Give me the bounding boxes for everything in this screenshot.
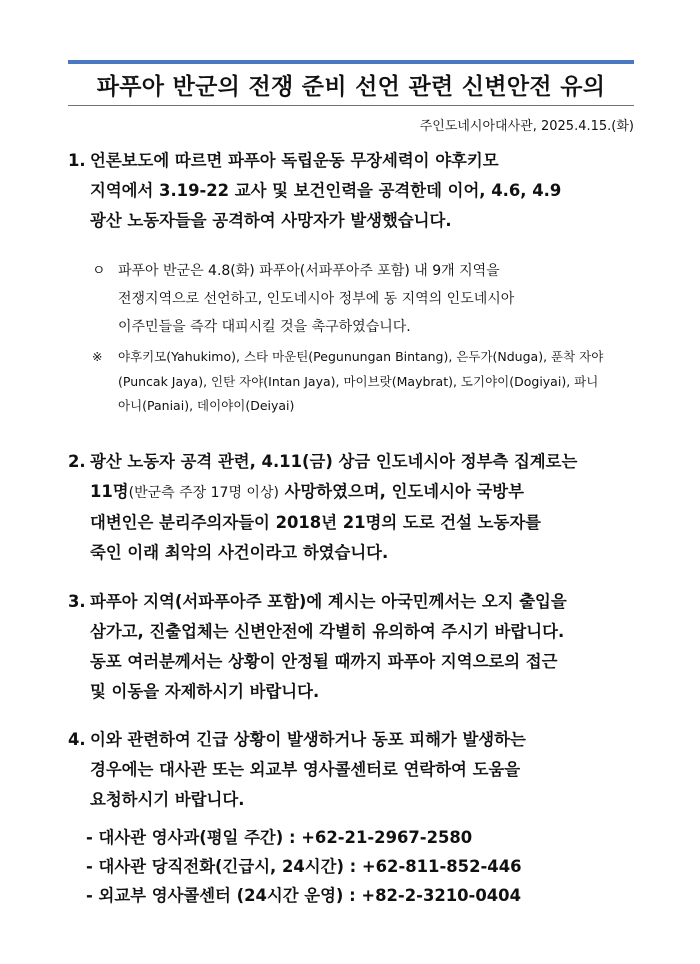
issuer-date: 주인도네시아대사관, 2025.4.15.(화)	[419, 119, 634, 134]
section-1-note	[92, 345, 652, 419]
section-1-sub-bullet	[92, 257, 642, 341]
section-1	[68, 146, 643, 236]
section-1-number: 1.	[68, 151, 86, 170]
section-2-line-2-note: (반군측 주장 17명 이상)	[128, 485, 279, 501]
section-4-line-3: 요청하시기 바랍니다.	[90, 790, 245, 809]
section-2-line-3: 대변인은 분리주의자들이 2018년 21명의 도로 건설 노동자를	[90, 513, 541, 532]
section-1-line-1: 언론보도에 따르면 파푸아 독립운동 무장세력이 야후키모	[90, 151, 499, 170]
section-4-number: 4.	[68, 730, 86, 749]
section-3-line-1: 파푸아 지역(서파푸아주 포함)에 계시는 아국민께서는 오지 출입을	[90, 592, 567, 611]
sub-line-3: 이주민들을 즉각 대피시킬 것을 촉구하였습니다.	[118, 319, 411, 335]
section-4-line-1: 이와 관련하여 긴급 상황이 발생하거나 동포 피해가 발생하는	[90, 730, 526, 749]
contact-consular-section: - 대사관 영사과(평일 주간) : +62-21-2967-2580	[86, 828, 473, 847]
section-3	[68, 587, 643, 707]
section-3-number: 3.	[68, 592, 86, 611]
section-2-line-4: 죽인 이래 최악의 사건이라고 하였습니다.	[90, 543, 389, 562]
page-title: 파푸아 반군의 전쟁 준비 선언 관련 신변안전 유의	[96, 74, 606, 100]
section-1-line-3: 광산 노동자들을 공격하여 사망자가 발생했습니다.	[90, 211, 452, 230]
section-1-line-2: 지역에서 3.19-22 교사 및 보건인력을 공격한데 이어, 4.6, 4.9	[90, 181, 562, 200]
section-2-line-2-end: 사망하였으며, 인도네시아 국방부	[278, 482, 524, 501]
section-2-number: 2.	[68, 452, 86, 471]
title-box	[68, 60, 634, 106]
sub-line-1: 파푸아 반군은 4.8(화) 파푸아(서파푸아주 포함) 내 9개 지역을	[118, 263, 500, 279]
section-2	[68, 447, 643, 568]
contact-duty-phone: - 대사관 당직전화(긴급시, 24시간) : +62-811-852-446	[86, 857, 522, 876]
section-3-line-4: 및 이동을 자제하시기 바랍니다.	[90, 682, 320, 701]
circle-bullet-icon: ㅇ	[92, 263, 106, 279]
section-4-line-2: 경우에는 대사관 또는 외교부 영사콜센터로 연락하여 도움을	[90, 760, 521, 779]
contact-call-center: - 외교부 영사콜센터 (24시간 운영) : +82-2-3210-0404	[86, 886, 521, 905]
contact-list	[86, 823, 522, 910]
section-2-line-1: 광산 노동자 공격 관련, 4.11(금) 상금 인도네시아 정부측 집계로는	[90, 452, 578, 471]
sub-line-2: 전쟁지역으로 선언하고, 인도네시아 정부에 동 지역의 인도네시아	[118, 291, 515, 307]
note-line-2: (Puncak Jaya), 인탄 자야(Intan Jaya), 마이브랏(Maybrat), 도기야이(Dogiyai), 파니	[118, 373, 599, 389]
note-line-3: 아니(Paniai), 데이야이(Deiyai)	[118, 398, 295, 413]
reference-mark-icon: ※	[92, 349, 103, 364]
note-line-1: 야후키모(Yahukimo), 스타 마운틴(Pegunungan Bintang), 은두가(Nduga), 푼착 자야	[118, 349, 604, 364]
section-4	[68, 725, 643, 815]
section-3-line-2: 삼가고, 진출업체는 신변안전에 각별히 유의하여 주시기 바랍니다.	[90, 622, 565, 641]
section-3-line-3: 동포 여러분께서는 상황이 안정될 때까지 파푸아 지역으로의 접근	[90, 652, 558, 671]
section-2-line-2-start: 11명	[90, 482, 129, 501]
